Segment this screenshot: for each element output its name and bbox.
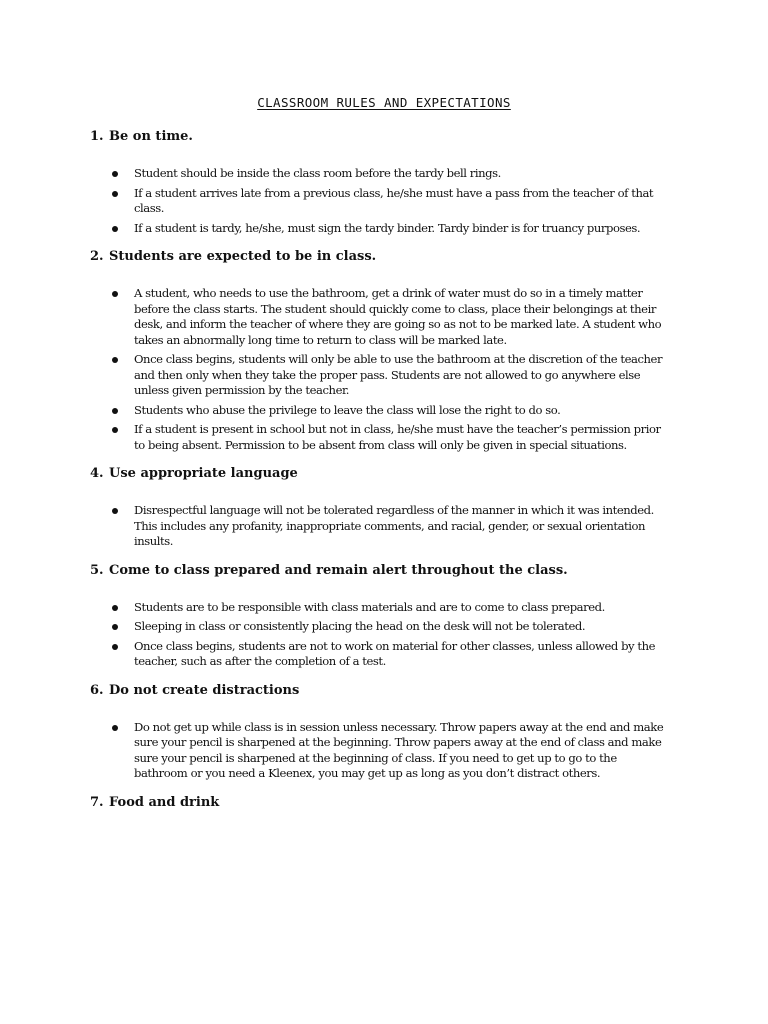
rule-section — [90, 248, 690, 465]
bullet-icon — [112, 226, 118, 232]
bullet-text: Sleeping in class or consistently placing the head on the desk will not be tolerated. — [134, 619, 586, 633]
rule-section — [90, 794, 690, 812]
bullet-icon — [112, 408, 118, 414]
bullet-text: If a student is present in school but not in class, he/she must have the teacher’s permission prior to being absent. Permission to be absent from class will only be given in special situations. — [134, 422, 661, 452]
section-heading — [90, 562, 690, 580]
section-title: Food and drink — [109, 794, 220, 810]
section-number: 4. — [90, 466, 104, 481]
bullet-icon — [112, 191, 118, 197]
section-heading — [90, 128, 690, 146]
section-number: 2. — [90, 249, 104, 264]
bullet-text: Students are to be responsible with class materials and are to come to class prepared. — [134, 599, 605, 614]
section-number: 1. — [90, 129, 104, 144]
section-heading — [90, 465, 690, 483]
bullet-icon — [112, 644, 118, 650]
section-heading — [90, 794, 690, 812]
list-item — [134, 422, 690, 453]
rule-section — [90, 465, 690, 562]
list-item — [134, 639, 690, 670]
bullet-text: Students who abuse the privilege to leave the class will lose the right to do so. — [134, 402, 561, 417]
bullet-text: Student should be inside the class room before the tardy bell rings. — [134, 166, 501, 180]
bullet-icon — [112, 171, 118, 177]
bullet-text: A student, who needs to use the bathroom, get a drink of water must do so in a timely matter before the class starts. The student should quickly come to class, place their belongings at their desk, and inform the teacher of where they are going so as not to be marked late. A student who takes an abnormally long time to return to class will be marked late. — [134, 286, 662, 347]
section-title: Be on time. — [109, 129, 193, 144]
document-title: CLASSROOM RULES AND EXPECTATIONS — [257, 95, 511, 110]
bullet-list — [90, 600, 690, 670]
list-item — [134, 166, 690, 182]
bullet-icon — [112, 725, 118, 731]
rule-section — [90, 562, 690, 682]
list-item — [134, 221, 690, 237]
rules-list — [90, 128, 690, 832]
list-item — [134, 286, 690, 348]
bullet-text: Once class begins, students are not to work on material for other classes, unless allowed by the teacher, such as after the completion of a test. — [134, 638, 656, 668]
section-title: Do not create distractions — [109, 682, 300, 698]
section-title: Students are expected to be in class. — [109, 249, 377, 264]
bullet-list — [90, 503, 690, 550]
list-item — [134, 352, 690, 399]
bullet-icon — [112, 357, 118, 363]
list-item — [134, 503, 690, 550]
bullet-list — [90, 166, 690, 236]
bullet-text: Disrespectful language will not be tolerated regardless of the manner in which it was intended. This includes any profanity, inappropriate comments, and racial, gender, or sexual orientation insults. — [134, 503, 654, 548]
bullet-text: If a student is tardy, he/she, must sign the tardy binder. Tardy binder is for truancy purposes. — [134, 220, 641, 235]
section-heading — [90, 682, 690, 700]
section-number: 5. — [90, 562, 104, 578]
list-item — [134, 619, 690, 635]
bullet-icon — [112, 624, 118, 630]
section-number: 6. — [90, 682, 104, 698]
rule-section — [90, 128, 690, 248]
rule-section — [90, 682, 690, 794]
bullet-list — [90, 286, 690, 453]
list-item — [134, 186, 690, 217]
section-heading — [90, 248, 690, 266]
bullet-icon — [112, 605, 118, 611]
bullet-text: Do not get up while class is in session unless necessary. Throw papers away at the end and make sure your pencil is sharpened at the beginning. Throw papers away at the end of class and make sure your pencil is sharpened at the beginning of class. If you need to get up to go to the bathroom or you need a Kleenex, you may get up as long as you don’t distract others. — [134, 719, 664, 780]
list-item — [134, 720, 690, 782]
bullet-text: Once class begins, students will only be able to use the bathroom at the discretion of the teacher and then only when they take the proper pass. Students are not allowed to go anywhere else unless given permission by the teacher. — [134, 352, 663, 397]
section-title: Use appropriate language — [109, 466, 298, 481]
bullet-icon — [112, 427, 118, 433]
list-item — [134, 403, 690, 419]
bullet-icon — [112, 508, 118, 514]
section-number: 7. — [90, 794, 104, 810]
bullet-list — [90, 720, 690, 782]
list-item — [134, 600, 690, 616]
bullet-icon — [112, 291, 118, 297]
section-title: Come to class prepared and remain alert throughout the class. — [109, 562, 568, 578]
bullet-text: If a student arrives late from a previous class, he/she must have a pass from the teacher of that class. — [134, 185, 654, 215]
